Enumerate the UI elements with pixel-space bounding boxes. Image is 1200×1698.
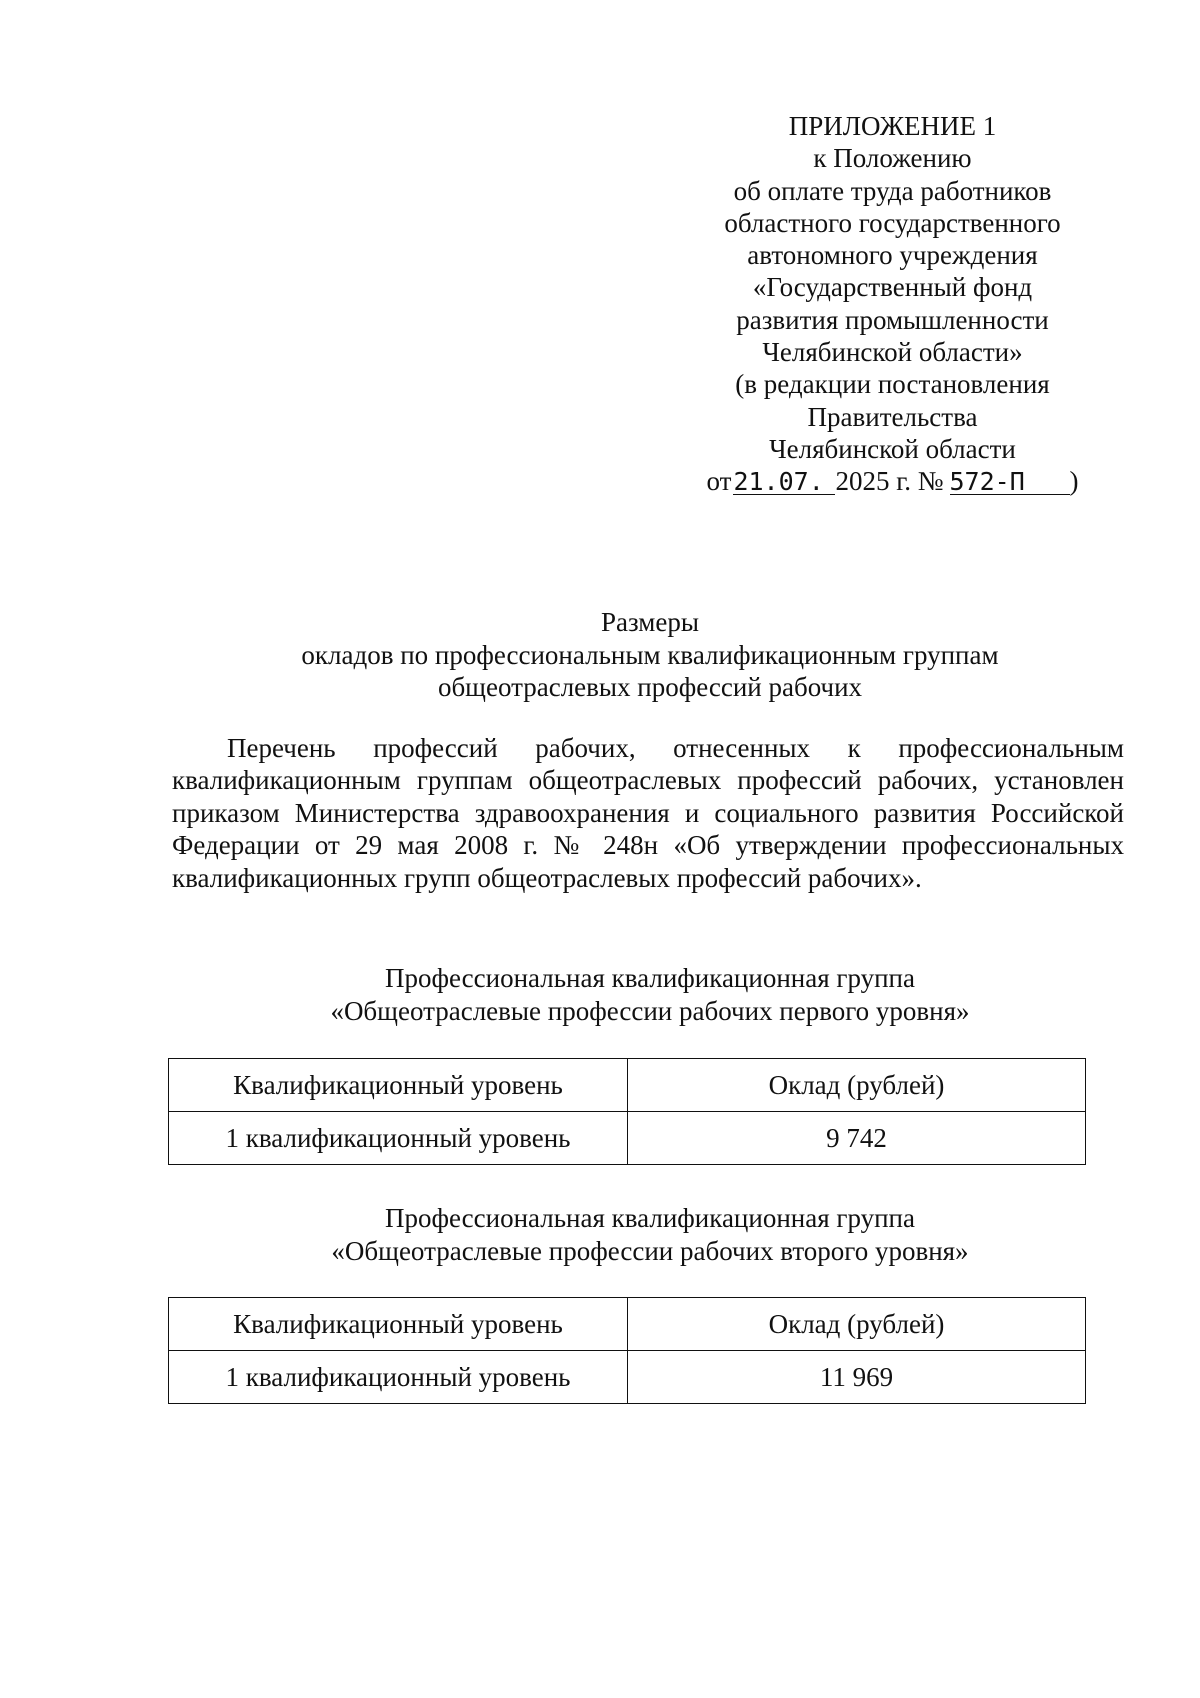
column-header-level: Квалификационный уровень bbox=[169, 1059, 628, 1112]
table-row bbox=[169, 1351, 1086, 1404]
group-heading-line: «Общеотраслевые профессии рабочих второго уровня» bbox=[331, 1235, 969, 1266]
intro-paragraph: Перечень профессий рабочих, отнесенных к профессиональным квалификационным группам общеотраслевых профессий рабочих, установлен приказом Министерства здравоохранения и социального развития Российской Федерации от 29 мая 2008 г. № 248н «Об утверждении профессиональных квалификационных групп общеотраслевых профессий рабочих». bbox=[172, 733, 1124, 893]
table-cell-salary: 9 742 bbox=[628, 1112, 1086, 1165]
group-heading-line: Профессиональная квалификационная группа bbox=[385, 1203, 915, 1233]
appendix-label: ПРИЛОЖЕНИЕ 1 bbox=[788, 111, 997, 141]
salary-table-second-level bbox=[168, 1297, 1086, 1404]
appendix-line: к Положению bbox=[813, 143, 972, 174]
table-row bbox=[169, 1112, 1086, 1165]
closing-paren: ) bbox=[1069, 466, 1079, 497]
table-cell-salary: 11 969 bbox=[628, 1351, 1086, 1404]
appendix-line: Челябинской области bbox=[769, 433, 1016, 464]
table-header-row bbox=[169, 1059, 1086, 1112]
column-header-salary: Оклад (рублей) bbox=[628, 1298, 1086, 1351]
appendix-line: (в редакции постановления bbox=[735, 369, 1050, 400]
appendix-header bbox=[690, 110, 1095, 498]
group-heading-second-level bbox=[170, 1202, 1130, 1267]
appendix-line: об оплате труда работников bbox=[733, 175, 1052, 206]
table-header-row bbox=[169, 1298, 1086, 1351]
resolution-number: 572-П bbox=[950, 470, 1070, 495]
title-line: окладов по профессиональным квалификационным группам bbox=[301, 639, 999, 670]
column-header-level: Квалификационный уровень bbox=[169, 1298, 628, 1351]
resolution-date-line bbox=[690, 465, 1095, 497]
appendix-line: Челябинской области» bbox=[762, 337, 1023, 368]
group-heading-line: Профессиональная квалификационная группа bbox=[385, 963, 915, 993]
date-prefix: от bbox=[706, 466, 732, 497]
group-heading-first-level bbox=[170, 962, 1130, 1027]
table-cell-level: 1 квалификационный уровень bbox=[169, 1351, 628, 1404]
date-suffix: 2025 г. № bbox=[835, 466, 944, 497]
appendix-line: развития промышленности bbox=[736, 304, 1049, 335]
appendix-line: областного государственного bbox=[724, 207, 1061, 238]
table-cell-level: 1 квалификационный уровень bbox=[169, 1112, 628, 1165]
salary-table-first-level bbox=[168, 1058, 1086, 1165]
title-line: общеотраслевых профессий рабочих bbox=[437, 672, 863, 702]
group-heading-line: «Общеотраслевые профессии рабочих первого уровня» bbox=[330, 995, 970, 1026]
appendix-line: «Государственный фонд bbox=[752, 272, 1033, 303]
resolution-date: 21.07. bbox=[733, 470, 835, 495]
column-header-salary: Оклад (рублей) bbox=[628, 1059, 1086, 1112]
document-title bbox=[170, 606, 1130, 704]
title-line: Размеры bbox=[601, 607, 699, 637]
appendix-line: автономного учреждения bbox=[747, 240, 1038, 271]
appendix-line: Правительства bbox=[807, 401, 978, 432]
